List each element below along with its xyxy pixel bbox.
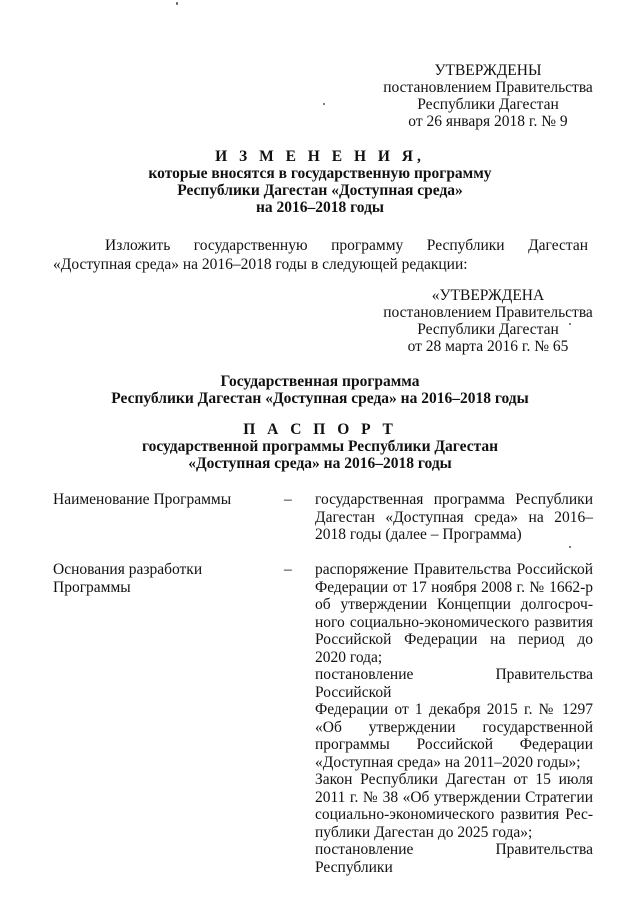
top-approval-line-2: постановлением Правительства [383, 79, 593, 96]
passport-title: П А С П О Р Т [243, 421, 397, 438]
passport-subtitle-2: «Доступная среда» на 2016–2018 годы [188, 455, 452, 472]
program-heading-line-1: Государственная программа [220, 373, 420, 390]
inner-approval-line-1: «УТВЕРЖДЕНА [431, 287, 545, 304]
value-line: распоряжение Правительства Российской [315, 561, 593, 578]
passport-row-basis [53, 561, 593, 876]
value-line: об утверждении Концепции долгосроч- [315, 596, 593, 613]
passport-row-value [315, 491, 593, 544]
passport-row-value [315, 561, 593, 876]
value-line: «Об утверждении государственной [315, 718, 593, 736]
label-line: Программы [53, 578, 131, 596]
value-line: Федерации от 1 декабря 2015 г. № 1297 [315, 701, 593, 718]
changes-subtitle-1: которые вносятся в государственную программу [148, 165, 492, 182]
program-heading [0, 373, 640, 407]
top-approval-block [378, 62, 598, 130]
value-line: Дагестан «Доступная среда» на 2016– [315, 508, 593, 526]
passport-subtitle-1: государственной программы Республики Дагестан [141, 438, 499, 455]
program-heading-line-2: Республики Дагестан «Доступная среда» на 2016–2018 годы [111, 390, 529, 407]
scan-speck [323, 103, 325, 105]
intro-paragraph: Изложить государственную программу Республики Дагестан «Доступная среда» на 2016–2018 годы в следующей редакции: [53, 237, 588, 273]
changes-subtitle-3: на 2016–2018 годы [255, 199, 385, 216]
scan-speck [176, 2, 178, 5]
inner-approval-block [378, 287, 598, 355]
passport-row-label [53, 491, 253, 509]
passport-row-dash: – [284, 561, 292, 578]
value-line: 2018 годы (далее – Программа) [315, 526, 522, 543]
passport-row-name [53, 491, 593, 551]
changes-heading [0, 148, 640, 216]
passport-row-dash: – [284, 491, 292, 508]
label-line: Наименование Программы [53, 491, 232, 508]
inner-approval-line-3: Республики Дагестан [417, 321, 559, 338]
label-line: Основания разработки [53, 561, 203, 578]
inner-approval-line-4: от 28 марта 2016 г. № 65 [407, 338, 569, 355]
changes-title: И З М Е Н Е Н И Я, [215, 148, 425, 165]
value-line: 2011 г. № 38 «Об утверждении Стратегии [315, 788, 593, 806]
scan-speck [569, 323, 571, 325]
top-approval-line-1: УТВЕРЖДЕНЫ [434, 62, 542, 79]
scan-speck [569, 546, 571, 548]
value-line: постановление Правительства Российской [315, 666, 593, 701]
top-approval-line-4: от 26 января 2018 г. № 9 [408, 113, 568, 130]
value-line: Российской Федерации на период до [315, 631, 593, 648]
value-line: «Доступная среда» на 2011–2020 годы»; [315, 753, 581, 771]
value-line: публики Дагестан до 2025 года»; [315, 823, 533, 841]
value-line: Закон Республики Дагестан от 15 июля [315, 771, 593, 788]
value-line: Федерации от 17 ноября 2008 г. № 1662-р [315, 578, 593, 596]
top-approval-line-3: Республики Дагестан [417, 96, 559, 113]
changes-subtitle-2: Республики Дагестан «Доступная среда» [177, 182, 463, 199]
value-line: государственная программа Республики [315, 491, 593, 508]
passport-heading [0, 421, 640, 472]
value-line: социально-экономического развития Рес- [315, 806, 593, 823]
value-line: постановление Правительства Республики [315, 841, 593, 876]
value-line: 2020 года; [315, 648, 383, 666]
passport-row-label [53, 561, 253, 596]
inner-approval-line-2: постановлением Правительства [383, 304, 593, 321]
value-line: программы Российской Федерации [315, 736, 593, 753]
value-line: ного социально-экономического развития [315, 613, 593, 631]
